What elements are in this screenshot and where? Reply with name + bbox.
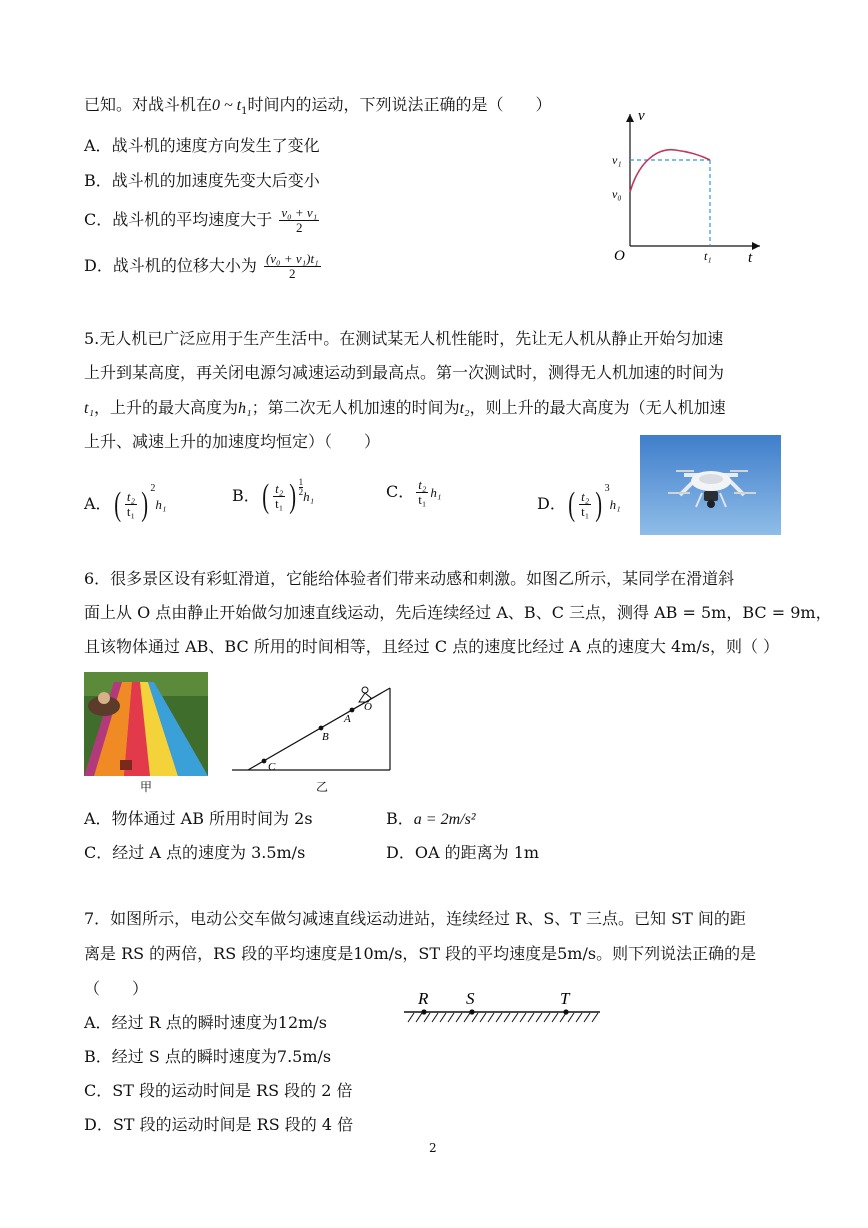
svg-text:S: S [466, 989, 475, 1008]
svg-text:T: T [560, 989, 570, 1008]
q7-option-a[interactable]: A．经过 R 点的瞬时速度为12m/s [84, 1013, 327, 1032]
graph-curve [630, 150, 710, 192]
q4-option-b[interactable]: B．战斗机的加速度先变大后变小 [84, 171, 320, 190]
svg-text:B: B [322, 731, 329, 743]
q4-option-d-fraction: $\frac{\text{(v₀ + v₁)t₁}}{2}$ [265, 251, 319, 281]
graph-t-arrow [752, 242, 760, 250]
road-diagram [400, 986, 606, 1028]
svg-text:A: A [344, 713, 351, 725]
q6-line-1: 6．很多景区设有彩虹滑道，它能给体验者们带来动感和刺激。如图乙所示，某同学在滑道斜 [84, 569, 735, 588]
q4-option-c-fraction: $\frac{\text{v₀ + v₁}}{2}$ [281, 205, 318, 235]
svg-text:R: R [418, 989, 429, 1008]
q7-line-1: 7．如图所示，电动公交车做匀减速直线运动进站，连续经过 R、S、T 三点。已知 ST 间的距 [84, 909, 746, 928]
point-r [421, 1009, 426, 1014]
q5-option-d[interactable]: D．( $\frac{\text{t₂}}{\text{t₁}}$ ) $^3$h₁ [537, 483, 621, 523]
graph-t-label: t [748, 250, 753, 266]
svg-text:O: O [364, 701, 372, 713]
q6-option-a[interactable]: A．物体通过 AB 所用时间为 2s [84, 809, 313, 828]
incline-diagram [228, 682, 398, 778]
q6-option-c[interactable]: C．经过 A 点的速度为 3.5m/s [84, 843, 306, 862]
q7-option-b[interactable]: B．经过 S 点的瞬时速度为7.5m/s [84, 1047, 332, 1066]
rainbow-slide-photo [84, 672, 208, 776]
point-c [262, 759, 267, 764]
q7-option-d[interactable]: D．ST 段的运动时间是 RS 段的 4 倍 [84, 1115, 354, 1134]
graph-v1-label: v₁ [612, 153, 622, 167]
fig-caption-a: 甲 [140, 780, 153, 794]
q6-line-2: 面上从 O 点由静止开始做匀加速直线运动，先后连续经过 A、B、C 三点，测得 AB = 5m，BC = 9m， [84, 603, 832, 622]
q4-option-c[interactable]: C．战斗机的平均速度大于 $\frac{\text{v₀ + v₁}}{2}$ [84, 205, 318, 235]
q6-line-3: 且该物体通过 AB、BC 所用的时间相等，且经过 C 点的速度比经过 A 点的速度大 4m/s，则（ ） [84, 637, 780, 656]
slider-person-icon [359, 687, 371, 702]
point-t [563, 1009, 568, 1014]
q5-line-4: 上升、减速上升的加速度均恒定）（ ） [84, 432, 381, 451]
page-number: 2 [429, 1141, 437, 1155]
q7-line-3: （ ） [84, 979, 149, 998]
drone-photo [640, 435, 781, 535]
graph-v0-label: v₀ [612, 187, 622, 201]
q4-vt-graph [600, 108, 770, 268]
point-b [319, 726, 324, 731]
q5-line-1: 5.无人机已广泛应用于生产生活中。在测试某无人机性能时，先让无人机从静止开始匀加速 [84, 329, 724, 348]
graph-v-label: v [638, 108, 645, 124]
svg-text:C: C [268, 761, 276, 773]
fig-caption-b: 乙 [316, 780, 329, 794]
graph-v-arrow [626, 114, 634, 122]
point-s [469, 1009, 474, 1014]
q6-option-b[interactable]: B．a = 2m/s² [386, 809, 476, 828]
point-a [350, 708, 355, 713]
graph-origin-label: O [614, 248, 625, 264]
q5-line-3: t₁，上升的最大高度为h₁；第二次无人机加速的时间为t₂，则上升的最大高度为（无人机加速 [84, 398, 726, 417]
q5-line-2: 上升到某高度，再关闭电源匀减速运动到最高点。第一次测试时，测得无人机加速的时间为 [84, 363, 725, 382]
q5-option-a[interactable]: A．( $\frac{\text{t₂}}{\text{t₁}}$ ) $^2$h₁ [84, 483, 167, 523]
graph-t1-label: t₁ [704, 249, 712, 263]
q4-option-d[interactable]: D．战斗机的位移大小为 $\frac{\text{(v₀ + v₁)t₁}}{2}$ [84, 251, 319, 281]
q5-option-c[interactable]: C． $\frac{\text{t₂}}{\text{t₁}}$ h₁ [386, 477, 442, 507]
q7-option-c[interactable]: C．ST 段的运动时间是 RS 段的 2 倍 [84, 1081, 353, 1100]
q4-option-a[interactable]: A．战斗机的速度方向发生了变化 [84, 136, 320, 155]
q6-option-d[interactable]: D．OA 的距离为 1m [386, 843, 540, 862]
q5-option-b[interactable]: B．( $\frac{\text{t₂}}{\text{t₁}}$ ) $\frac{1}{2}$ h₁ [232, 477, 315, 515]
q7-line-2: 离是 RS 的两倍，RS 段的平均速度是10m/s，ST 段的平均速度是5m/s。则下列说法正确的是 [84, 944, 757, 963]
q4-stem: 已知。对战斗机在0 ~ $t_1$时间内的运动，下列说法正确的是（ ） [84, 95, 552, 118]
